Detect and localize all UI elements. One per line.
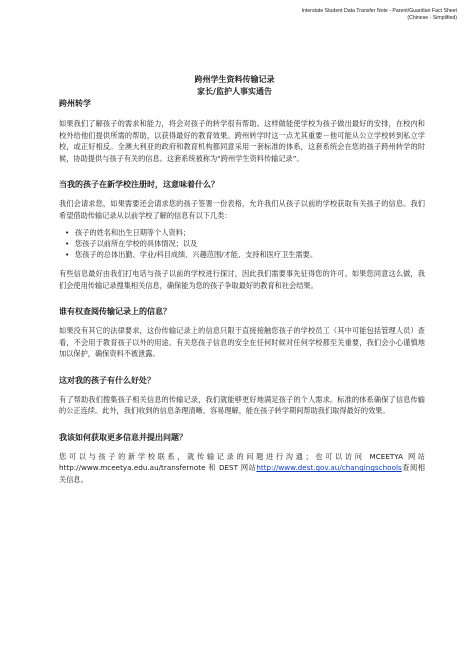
section4-paragraph xyxy=(59,451,425,486)
section1-paragraph-2: 有些信息最好由我们打电话与孩子以前的学校进行探讨，因此我们需要事先征得您的许可。如果您同意这么做，我们会使用传输记录搜集相关信息，确保能为您的孩子争取最好的教育和社会结果。 xyxy=(59,269,425,290)
header-title: Interstate Student Data Transfer Note - Parent/Guardian Fact Sheet xyxy=(301,8,457,14)
section4-text-3: 查阅相关信息。 xyxy=(59,463,425,484)
section1-bullet-list xyxy=(59,227,425,260)
section3-heading: 这对我的孩子有什么好处？ xyxy=(59,375,155,385)
section4-text-1: 您可以与孩子的新学校联系，就传输记录的问题进行沟通；也可以访问 MCEETYA 网站 xyxy=(59,451,425,461)
document-header xyxy=(302,8,457,22)
dest-link[interactable]: http://www.dest.gov.au/changingschools xyxy=(256,463,402,472)
section4-heading: 我该如何获取更多信息并提出问题？ xyxy=(59,432,187,442)
section4-text-2: 和 DEST 网站 xyxy=(205,463,257,472)
list-item: • 您孩子以前所在学校的具体情况；以及 xyxy=(75,238,425,249)
document-body xyxy=(59,98,425,485)
intro-heading: 跨州转学 xyxy=(59,99,91,108)
title-line-2: 家长/监护人事实通告 xyxy=(197,87,272,96)
list-item: • 您孩子的总体出勤、学业/科目成绩、兴趣范围/才能、支持和医疗卫生需要。 xyxy=(75,249,425,260)
title-line-1: 跨州学生资料传输记录 xyxy=(194,75,275,84)
section1-paragraph: 我们会请求您，如果需要还会请求您的孩子签署一份表格，允许我们从孩子以前的学校获取有关孩子的信息。我们希望借助传输记录从以前学校了解的信息有以下几类： xyxy=(59,199,425,220)
intro-paragraph: 如果我们了解孩子的需求和能力，将会对孩子的转学很有帮助。这样做能使学校为孩子做出最好的安排，在校内和校外给他们提供所需的帮助，以获得最好的教育效果。跨州转学时这一点尤其重要－他可能从公立学校转到私立学校，或正好相反。全澳大利亚的政府和教育机构都同意采用一套标准的体系，这套系统会在您的孩子跨州转学的时候，协助提供与孩子有关的信息。这套系统被称为“跨州学生资料传输记录”。 xyxy=(59,119,425,163)
mceetya-url: http://www.mceetya.edu.au/transfernote xyxy=(59,463,206,472)
document-title xyxy=(0,74,469,98)
header-language: (Chinese - Simplified) xyxy=(407,15,457,21)
section1-heading: 当我的孩子在新学校注册时，这意味着什么？ xyxy=(59,180,219,189)
list-item: • 孩子的姓名和出生日期等个人资料； xyxy=(75,227,425,238)
section3-paragraph: 有了帮助我们搜集孩子相关信息的传输记录，我们就能够更好地满足孩子的个人需求。标准的体系确保了信息传输的公正连续。此外，我们收到的信息条理清晰、容易理解，能在孩子转学期间帮助我们取得最好的效果。 xyxy=(59,394,425,415)
section2-heading: 谁有权查阅传输记录上的信息？ xyxy=(59,307,171,316)
section2-paragraph: 如果没有其它的法律要求，这份传输记录上的信息只限于直接接触您孩子的学校员工（其中可能包括管理人员）查看，不会用于教育孩子以外的用途。有关您孩子信息的安全在任何时候对任何学校都至关重要，我们会小心谨慎地加以保护，确保资料不被泄露。 xyxy=(59,326,425,358)
